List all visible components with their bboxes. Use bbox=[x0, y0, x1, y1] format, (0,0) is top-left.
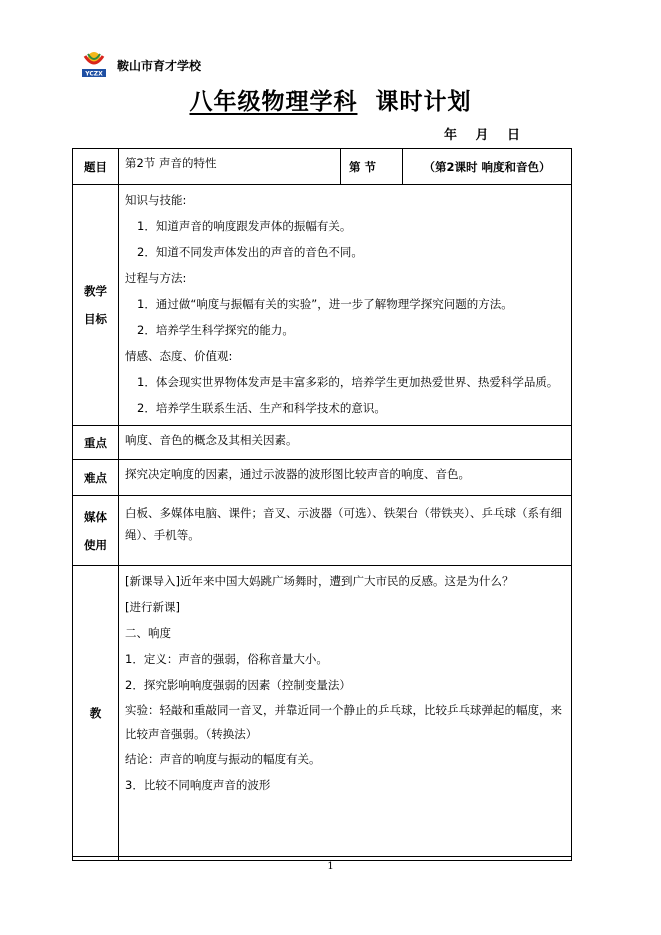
goals-line: 过程与方法: bbox=[125, 271, 187, 285]
media-label-1: 媒体 bbox=[84, 509, 107, 524]
teaching-content bbox=[119, 566, 572, 861]
topic-label: 题目 bbox=[73, 149, 119, 185]
goals-label-1: 教学 bbox=[84, 284, 107, 298]
media-label-2: 使用 bbox=[84, 537, 107, 552]
topic-row bbox=[73, 149, 572, 185]
goals-label-2: 目标 bbox=[84, 312, 107, 326]
media-label bbox=[73, 496, 119, 566]
teaching-line: 二、响度 bbox=[125, 626, 171, 640]
school-name: 鞍山市育才学校 bbox=[117, 59, 202, 73]
key-point-value: 响度、音色的概念及其相关因素。 bbox=[119, 426, 572, 460]
goals-line: 2．知道不同发声体发出的声音的音色不同。 bbox=[137, 245, 363, 259]
school-logo-icon bbox=[79, 48, 109, 78]
teaching-line: 结论：声音的响度与振动的幅度有关。 bbox=[125, 752, 321, 766]
teaching-row bbox=[73, 566, 572, 861]
topic-value: 第2节 声音的特性 bbox=[119, 149, 341, 185]
key-point-label: 重点 bbox=[73, 426, 119, 460]
goals-line: 2．培养学生科学探究的能力。 bbox=[137, 323, 294, 337]
goals-line: 1．通过做“响度与振幅有关的实验”，进一步了解物理学探究问题的方法。 bbox=[137, 297, 513, 311]
goals-line: 2．培养学生联系生活、生产和科学技术的意识。 bbox=[137, 401, 386, 415]
lesson-plan-table bbox=[72, 148, 572, 861]
section-label: 第 节 bbox=[341, 149, 403, 185]
title-rest: 课时计划 bbox=[375, 89, 472, 115]
key-point-row bbox=[73, 426, 572, 460]
difficulty-row bbox=[73, 460, 572, 496]
goals-row bbox=[73, 185, 572, 426]
teaching-line: [进行新课] bbox=[125, 600, 180, 614]
goals-line: 知识与技能: bbox=[125, 193, 187, 207]
goals-line: 1．体会现实世界物体发声是丰富多彩的，培养学生更加热爱世界、热爱科学品质。 bbox=[137, 375, 559, 389]
goals-content bbox=[119, 185, 572, 426]
goals-line: 1．知道声音的响度跟发声体的振幅有关。 bbox=[137, 219, 352, 233]
teaching-line: 2．探究影响响度强弱的因素（控制变量法） bbox=[125, 678, 351, 692]
title-subject: 八年级物理学科 bbox=[189, 89, 358, 115]
media-value: 白板、多媒体电脑、课件；音叉、示波器（可选）、铁架台（带铁夹）、乒乓球（系有细绳）、手机等。 bbox=[119, 496, 572, 566]
goals-line: 情感、态度、价值观: bbox=[125, 349, 233, 363]
logo-text: YCZX bbox=[85, 70, 103, 78]
page-number: 1 bbox=[327, 861, 334, 872]
goals-label bbox=[73, 185, 119, 426]
difficulty-label: 难点 bbox=[73, 460, 119, 496]
date-field: 年 月 日 bbox=[444, 128, 521, 143]
teaching-line: 3．比较不同响度声音的波形 bbox=[125, 778, 271, 792]
media-row bbox=[73, 496, 572, 566]
teaching-line: 实验：轻敲和重敲同一音叉，并靠近同一个静止的乒乓球，比较乒乓球弹起的幅度，来比较声音强弱。（转换法） bbox=[125, 703, 562, 741]
difficulty-value: 探究决定响度的因素，通过示波器的波形图比较声音的响度、音色。 bbox=[119, 460, 572, 496]
teaching-label: 教 bbox=[73, 566, 119, 861]
lesson-period: （第2课时 响度和音色） bbox=[403, 149, 572, 185]
teaching-line: [新课导入]近年来中国大妈跳广场舞时，遭到广大市民的反感。这是为什么？ bbox=[125, 574, 514, 588]
teaching-line: 1．定义：声音的强弱，俗称音量大小。 bbox=[125, 652, 328, 666]
page-title bbox=[0, 83, 661, 116]
footer-divider bbox=[72, 856, 571, 857]
